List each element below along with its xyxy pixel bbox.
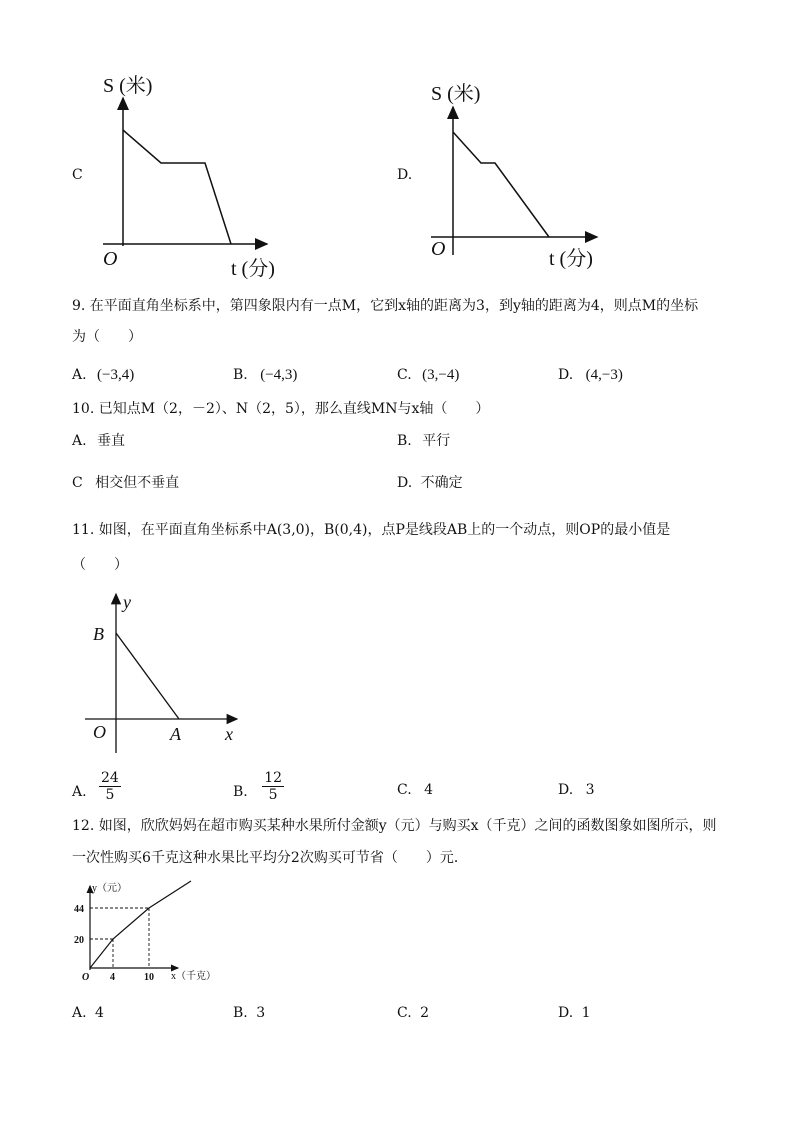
q9-option-c-value: (3,−4) (422, 367, 460, 383)
q10-option-d-label: D. (397, 475, 413, 491)
q11-option-d-value: 3 (585, 782, 595, 798)
q11-option-a[interactable] (72, 770, 121, 803)
q11-option-c-label: C. (397, 782, 412, 798)
q10-option-a[interactable] (72, 432, 125, 450)
q12-y-tick-44: 44 (74, 904, 84, 915)
q12-option-c-label: C. (397, 1005, 412, 1021)
q12-option-d-value: 1 (581, 1005, 591, 1021)
q9-option-d[interactable] (558, 366, 623, 384)
q12-x-tick-10: 10 (144, 972, 154, 983)
q9-option-a[interactable] (72, 366, 134, 384)
q9-stem-line1: 9. 在平面直角坐标系中，第四象限内有一点M，它到x轴的距离为3，到y轴的距离为4，则点M的坐标 (72, 298, 699, 314)
q11-option-d[interactable] (558, 781, 595, 799)
q11-option-c[interactable] (397, 781, 433, 799)
q12-option-a[interactable] (72, 1004, 104, 1022)
graph-c-x-label: t (分) (231, 258, 275, 280)
q11-option-a-den: 5 (105, 787, 115, 803)
q10-option-c-label: C (72, 475, 83, 491)
graph-d-origin: O (431, 238, 446, 260)
q8-graph-d (425, 75, 625, 275)
q12-option-b-value: 3 (256, 1005, 266, 1021)
q12-line (90, 881, 191, 968)
q11-option-a-label: A. (72, 783, 87, 800)
q10-option-a-label: A. (72, 433, 87, 449)
q10-option-b-label: B. (397, 433, 412, 449)
q12-stem-line1: 12. 如图，欣欣妈妈在超市购买某种水果所付金额y（元）与购买x（千克）之间的函数图象如图所示，则 (72, 818, 717, 834)
q12-graph (70, 880, 230, 985)
q11-origin: O (93, 722, 106, 742)
graph-c-origin: O (103, 248, 118, 270)
q8-option-d-label: D. (397, 167, 413, 183)
q10-option-b[interactable] (397, 432, 450, 450)
q11-stem-line2: （ ） (72, 557, 128, 573)
q10-option-d[interactable] (397, 474, 463, 492)
q9-option-a-label: A. (72, 367, 87, 383)
q10-option-b-value: 平行 (422, 433, 451, 449)
q11-y-label: y (123, 592, 131, 612)
q12-x-tick-4: 4 (110, 972, 115, 983)
q12-option-d-label: D. (558, 1005, 574, 1021)
graph-c-curve (123, 130, 231, 244)
q9-option-c[interactable] (397, 366, 459, 384)
q11-graph (85, 588, 255, 758)
q11-option-b-label: B. (233, 783, 248, 800)
graph-d-x-label: t (分) (549, 248, 593, 270)
graph-d-y-label: S (米) (431, 83, 481, 105)
q11-option-b[interactable] (233, 770, 284, 803)
q12-y-label: y（元） (92, 883, 127, 894)
q11-option-b-den: 5 (268, 787, 278, 803)
q12-stem-line2: 一次性购买6千克这种水果比平均分2次购买可节省（ ）元． (72, 850, 468, 866)
q12-x-label: x（千克） (171, 971, 216, 982)
q11-option-b-fraction (262, 770, 284, 803)
q11-x-label: x (225, 724, 233, 744)
graph-c-y-label: S (米) (103, 75, 153, 97)
q11-stem: 11. 如图，在平面直角坐标系中A(3,0)，B(0,4)，点P是线段AB上的一个动点，则OP的最小值是 (72, 522, 671, 538)
q12-option-d[interactable] (558, 1004, 591, 1022)
q9-option-b-label: B. (233, 367, 248, 383)
graph-d-curve (453, 132, 549, 237)
q9-option-a-value: (−3,4) (97, 367, 135, 383)
q9-option-b[interactable] (233, 366, 297, 384)
q9-option-b-value: (−4,3) (260, 367, 298, 383)
q10-option-c[interactable] (72, 474, 179, 492)
q11-option-a-num: 24 (101, 770, 119, 786)
q11-option-c-value: 4 (424, 782, 434, 798)
q9-option-d-label: D. (558, 367, 574, 383)
q12-option-a-value: 4 (95, 1005, 104, 1021)
q8-option-c-label: C (72, 167, 83, 183)
q9-stem-line2: 为（ ） (72, 329, 142, 345)
q12-option-c[interactable] (397, 1004, 429, 1022)
q12-option-b[interactable] (233, 1004, 265, 1022)
q10-option-d-value: 不确定 (420, 475, 463, 491)
q9-option-d-value: (4,−3) (585, 367, 623, 383)
q9-option-c-label: C. (397, 367, 412, 383)
q10-option-c-value: 相交但不垂直 (95, 475, 180, 491)
q12-option-b-label: B. (233, 1005, 248, 1021)
q11-segment-ab (116, 633, 179, 719)
q12-origin: O (82, 972, 90, 983)
q10-option-a-value: 垂直 (97, 433, 126, 449)
q12-y-tick-20: 20 (74, 935, 84, 946)
q10-stem: 10. 已知点M（2，－2）、N（2，5），那么直线MN与x轴（ ） (72, 401, 490, 417)
q12-option-a-label: A. (72, 1005, 87, 1021)
q11-option-b-num: 12 (264, 770, 283, 786)
q11-option-d-label: D. (558, 782, 574, 798)
q11-point-a: A (170, 724, 181, 744)
q8-graph-c (95, 70, 295, 285)
q12-option-c-value: 2 (420, 1005, 430, 1021)
q11-option-a-fraction (99, 770, 121, 803)
q11-point-b: B (93, 624, 104, 644)
